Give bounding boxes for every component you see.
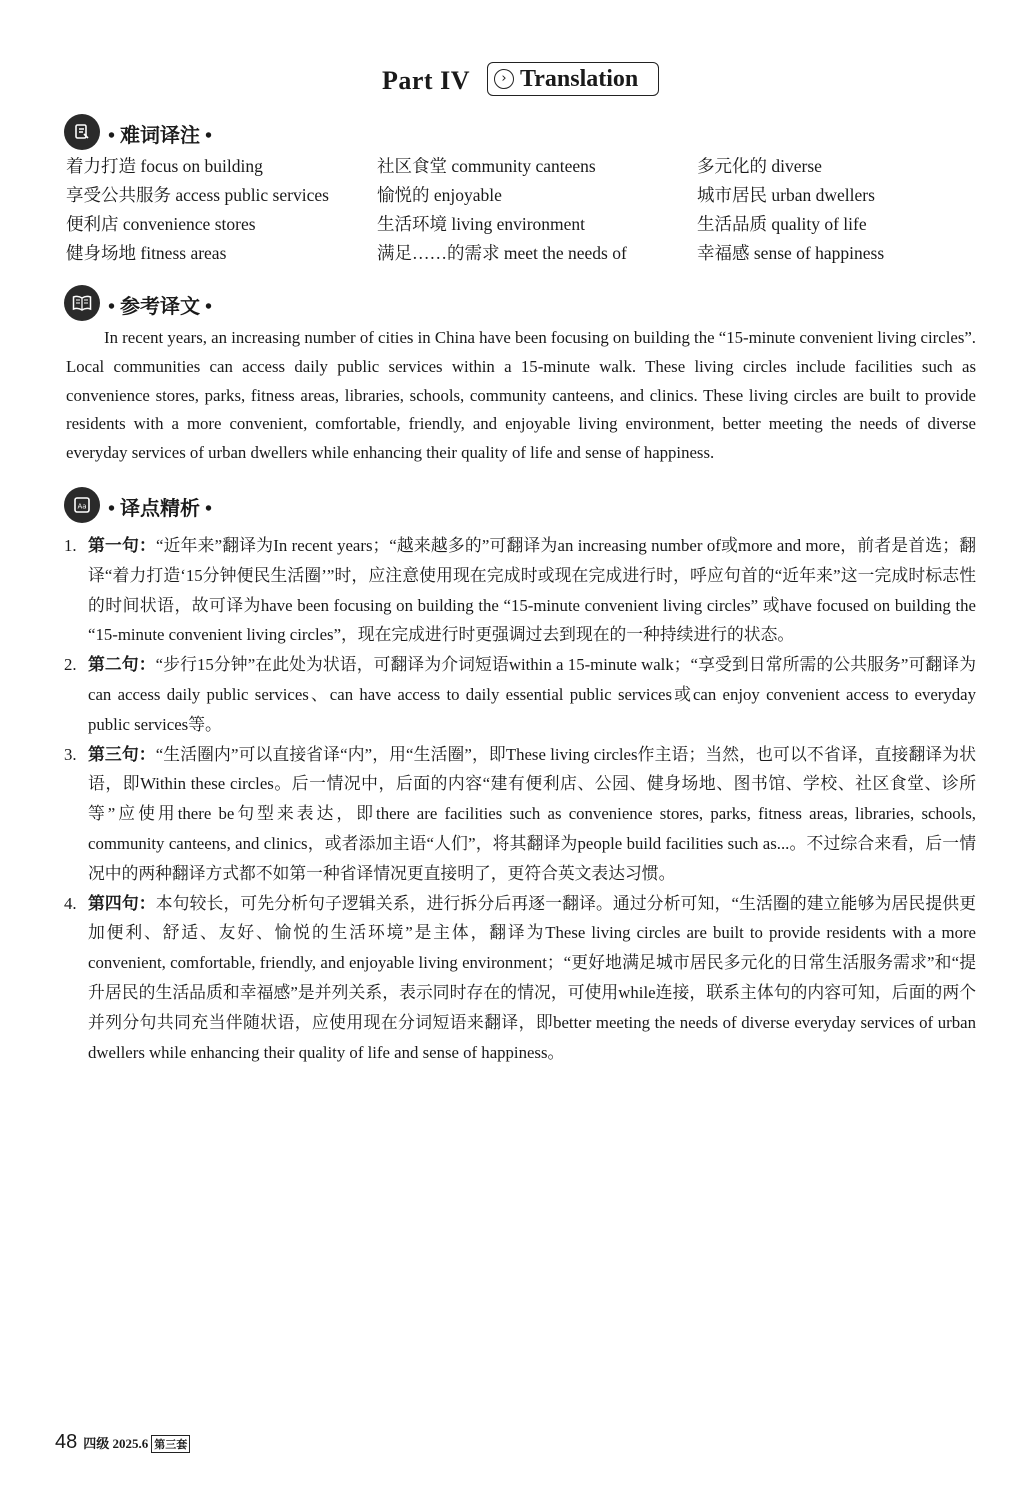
document-icon — [64, 114, 100, 150]
vocab-item: 多元化的 diverse — [697, 156, 822, 176]
item-lead: 第四句： — [88, 893, 156, 913]
vocab-item: 健身场地 fitness areas — [66, 243, 227, 263]
notes-icon — [64, 487, 100, 523]
vocab-column-2 — [377, 152, 627, 268]
vocab-item: 满足……的需求 meet the needs of — [377, 243, 627, 263]
vocab-item: 愉悦的 enjoyable — [377, 185, 502, 205]
vocab-column-3 — [697, 152, 884, 268]
open-book-icon — [64, 285, 100, 321]
vocab-column-1 — [66, 152, 329, 268]
volume-badge: 第三套 — [151, 1435, 190, 1453]
vocab-item: 社区食堂 community canteens — [377, 156, 596, 176]
vocab-item: 生活品质 quality of life — [697, 214, 867, 234]
item-number: 4. — [64, 893, 77, 913]
reference-section-title: • 参考译文 • — [108, 296, 213, 318]
vocab-item: 享受公共服务 access public services — [66, 185, 329, 205]
analysis-item — [64, 740, 976, 889]
page-footer — [55, 1431, 190, 1454]
vocab-item: 城市居民 urban dwellers — [697, 185, 875, 205]
page-number: 48 — [55, 1431, 78, 1453]
circle-chevron-right-icon: › — [494, 69, 514, 89]
item-lead: 第三句： — [88, 744, 156, 764]
analysis-section-title: • 译点精析 • — [108, 498, 213, 520]
analysis-item — [64, 889, 976, 1068]
item-text: “步行15分钟”在此处为状语，可翻译为介词短语within a 15-minute walk；“享受到日常所需的公共服务”可翻译为can access daily public services、can have access to daily essential public services或can enjoy convenient access to everyday public services等。 — [88, 655, 976, 734]
item-number: 2. — [64, 655, 77, 675]
item-text: “生活圈内”可以直接省译“内”，用“生活圈”，即These living circles作主语；当然，也可以不省译，直接翻译为状语，即Within these circles。后一情况中，后面的内容“建有便利店、公园、健身场地、图书馆、学校、社区食堂、诊所等”应使用there be句型来表达，即there are facilities such as convenience stores, parks, fitness areas, libraries, schools, community canteens, and clinics，或者添加主语“人们”，将其翻译为people build facilities such as...。不过综合来看，后一情况中的两种翻译方式都不如第一种省译情况更直接明了，更符合英文表达习惯。 — [88, 744, 976, 883]
section-title: Translation — [520, 66, 639, 92]
vocab-item: 幸福感 sense of happiness — [697, 243, 885, 263]
analysis-item — [64, 531, 976, 650]
issue-label: 四级 2025.6 — [83, 1436, 149, 1451]
vocab-item: 着力打造 focus on building — [66, 156, 263, 176]
vocab-item: 便利店 convenience stores — [66, 214, 256, 234]
svg-text:Aa: Aa — [77, 502, 87, 511]
analysis-item — [64, 650, 976, 739]
part-label: Part IV — [382, 66, 470, 95]
vocab-item: 生活环境 living environment — [377, 214, 586, 234]
item-number: 1. — [64, 536, 77, 555]
reference-translation: In recent years, an increasing number of cities in China have been focusing on building the “15-minute convenient living circles”. Local communities can access daily public services within a 15-minute walk. These living circles include facilities such as convenience stores, parks, fitness areas, libraries, schools, community canteens, and clinics. These living circles are built to provide residents with a more convenient, comfortable, friendly, and enjoyable living environment, better meeting the needs of diverse everyday services of urban dwellers while enhancing their quality of life and sense of happiness. — [66, 328, 976, 463]
item-lead: 第一句： — [88, 536, 156, 555]
section-title-box — [487, 62, 659, 96]
vocab-section-title: • 难词译注 • — [108, 125, 213, 147]
page-header — [0, 60, 1026, 102]
item-text: “近年来”翻译为In recent years；“越来越多的”可翻译为an increasing number of或more and more，前者是首选；翻译“着力打造‘15分钟便民生活圈’”时，应注意使用现在完成时或现在完成进行时，呼应句首的“近年来”这一完成时标志性的时间状语，故可译为have been focusing on building the “15-minute convenient living circles” 或have focused on building the “15-minute convenient living circles”，现在完成进行时更强调过去到现在的一种持续进行的状态。 — [88, 536, 976, 645]
analysis-list — [64, 531, 976, 1067]
item-text: 本句较长，可先分析句子逻辑关系，进行拆分后再逐一翻译。通过分析可知，“生活圈的建立能够为居民提供更加便利、舒适、友好、愉悦的生活环境”是主体，翻译为These living circles are built to provide residents with a more convenient, comfortable, friendly, and enjoyable living environment；“更好地满足城市居民多元化的日常生活服务需求”和“提升居民的生活品质和幸福感”是并列关系，表示同时存在的情况，可使用while连接，联系主体句的内容可知，后面的两个并列分句共同充当伴随状语，应使用现在分词短语来翻译，即better meeting the needs of diverse everyday services of urban dwellers while enhancing their quality of life and sense of happiness。 — [88, 893, 976, 1062]
item-lead: 第二句： — [88, 655, 156, 675]
item-number: 3. — [64, 744, 77, 764]
